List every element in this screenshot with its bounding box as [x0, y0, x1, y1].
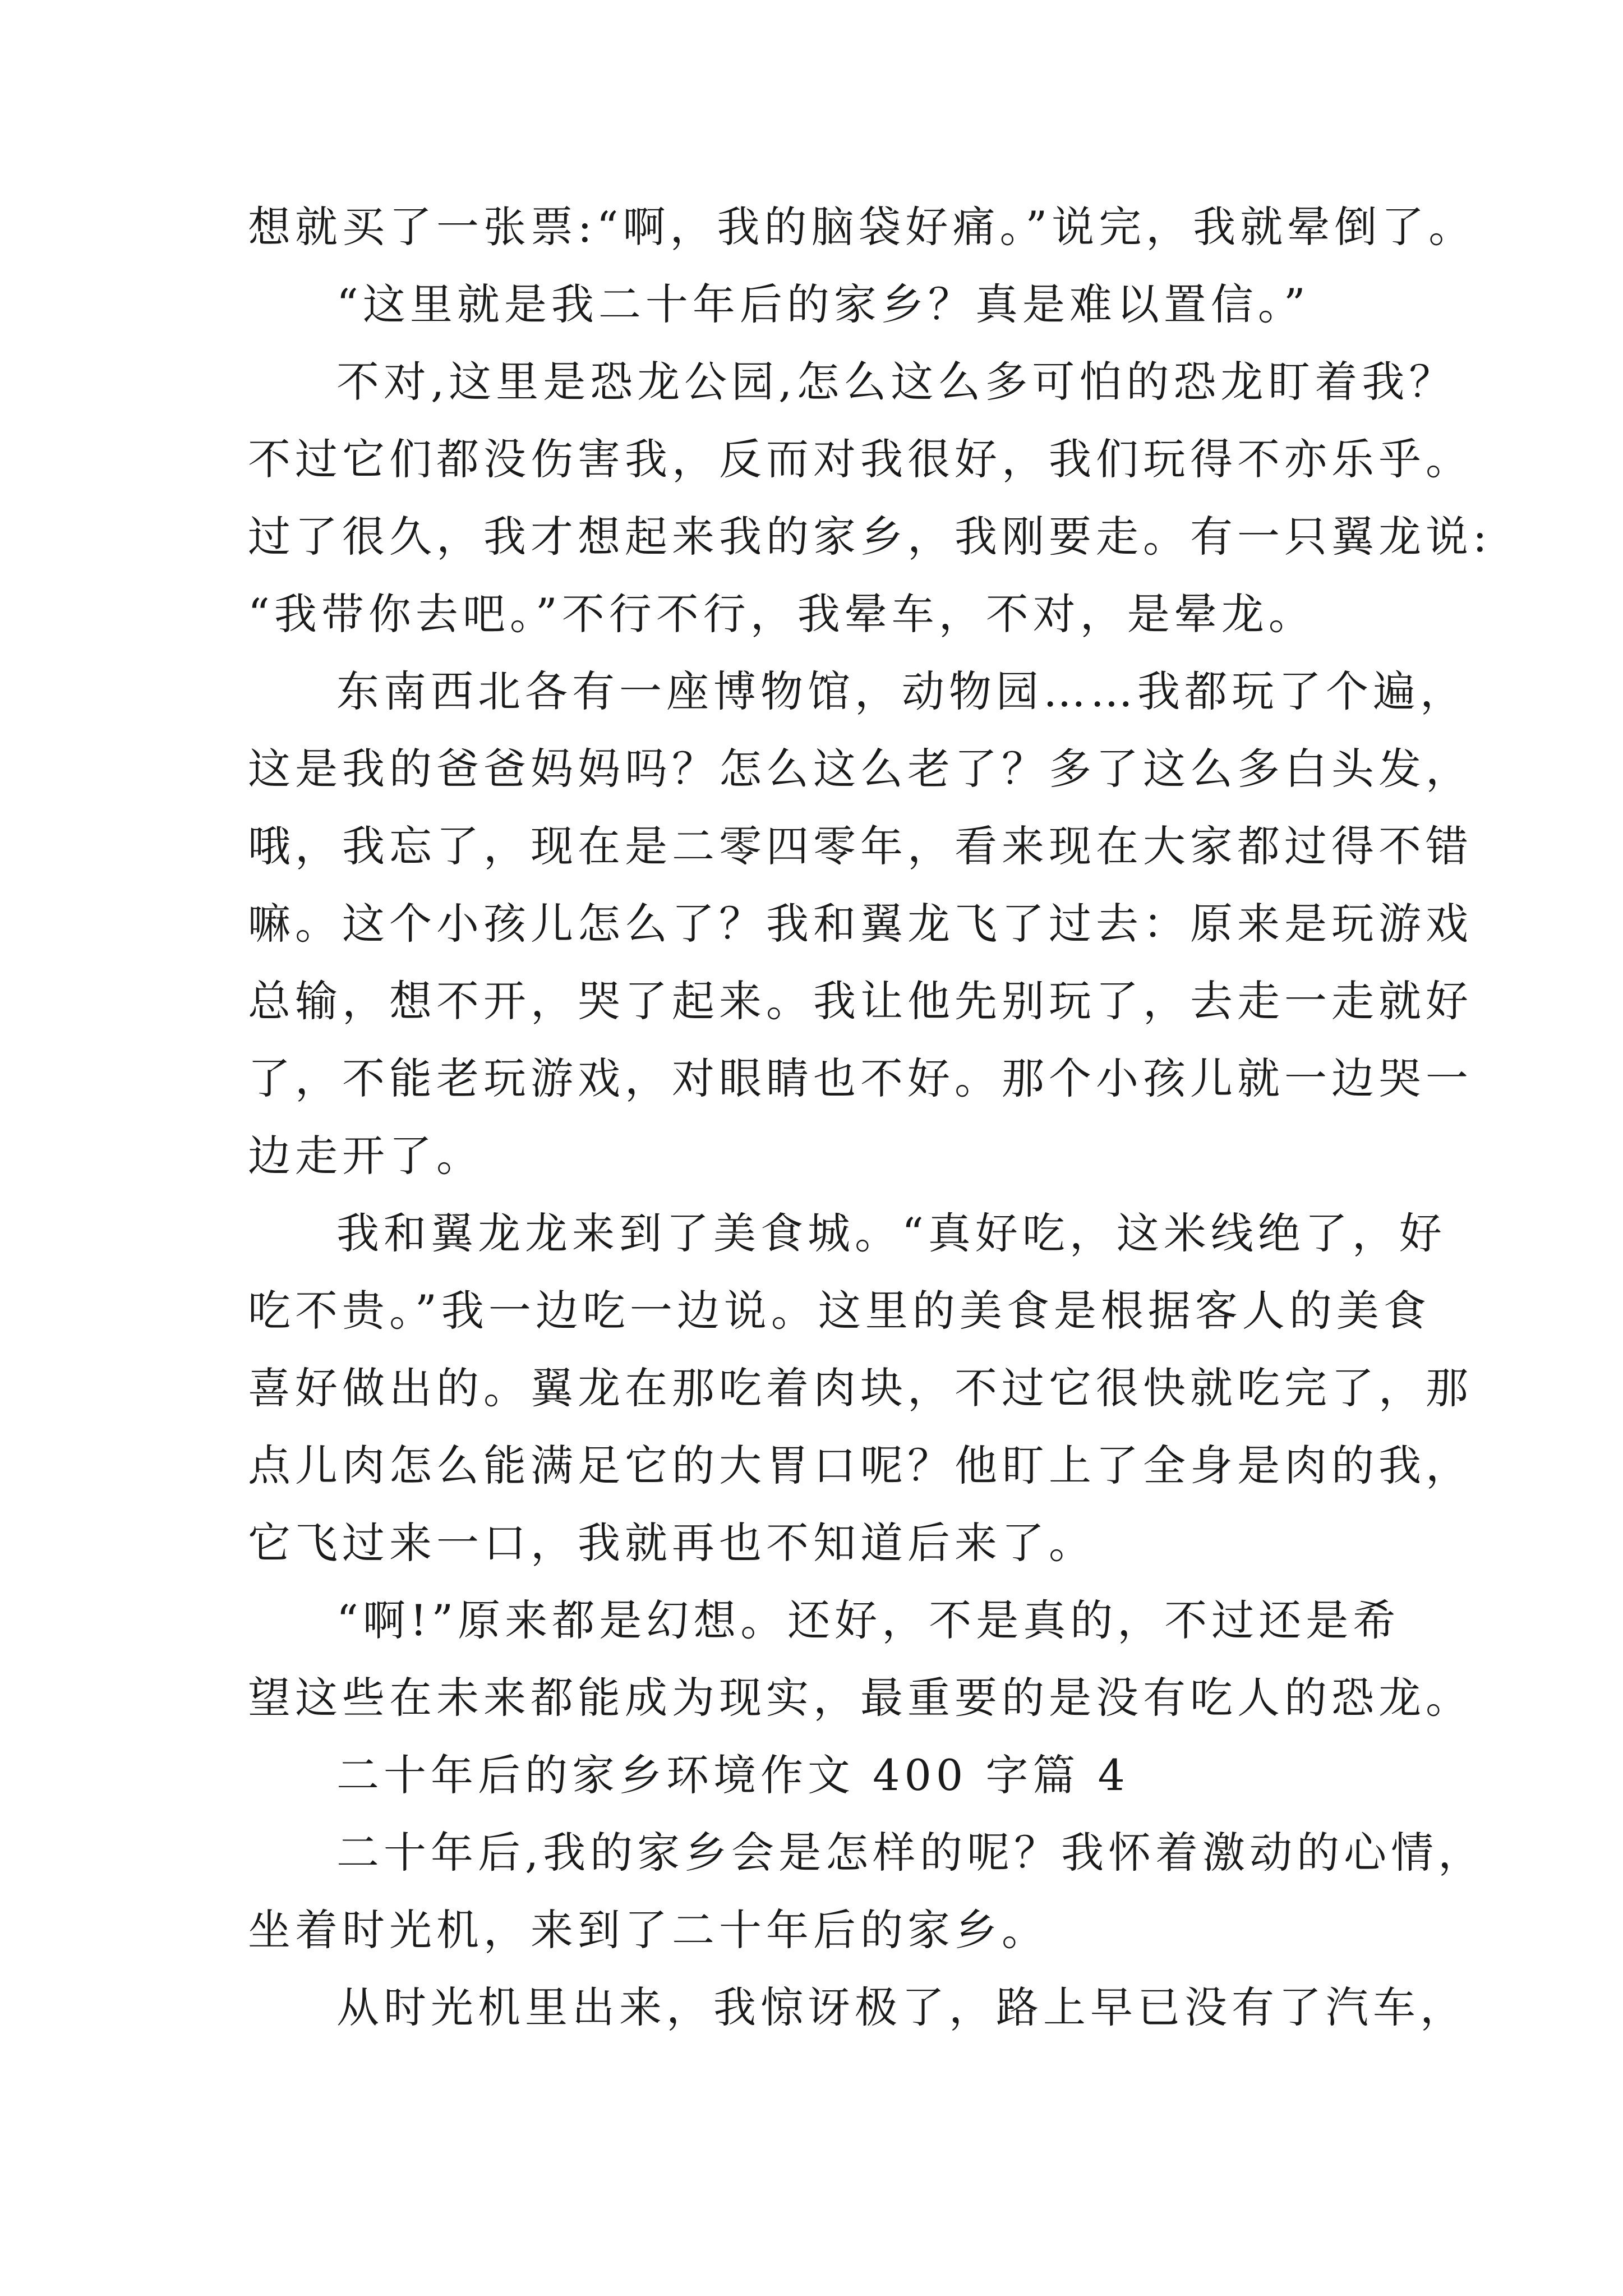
text-line: “我带你去吧。”不行不行，我晕车，不对，是晕龙。: [248, 589, 1316, 639]
text-line: 东南西北各有一座博物馆，动物园……我都玩了个遍，: [336, 666, 1467, 716]
text-line: 从时光机里出来，我惊讶极了，路上早已没有了汽车，: [336, 1982, 1467, 2032]
text-line: 了，不能老玩游戏，对眼睛也不好。那个小孩儿就一边哭一: [248, 1053, 1473, 1103]
text-line: 不过它们都没伤害我，反而对我很好，我们玩得不亦乐乎。: [248, 434, 1473, 484]
text-line: 二十年后,我的家乡会是怎样的呢？我怀着激动的心情，: [336, 1828, 1486, 1878]
text-line: 想就买了一张票:“啊，我的脑袋好痛。”说完，我就晕倒了。: [248, 202, 1476, 252]
text-line: 不对,这里是恐龙公园,怎么这么多可怕的恐龙盯着我？: [336, 357, 1456, 407]
text-line: 我和翼龙龙来到了美食城。“真好吃，这米线绝了，好: [336, 1208, 1446, 1258]
text-line: 喜好做出的。翼龙在那吃着肉块，不过它很快就吃完了，那: [248, 1363, 1473, 1413]
text-line: 总输，想不开，哭了起来。我让他先别玩了，去走一走就好: [248, 976, 1473, 1026]
text-line: “啊!”原来都是幻想。还好，不是真的，不过还是希: [336, 1595, 1400, 1645]
text-line: 它飞过来一口，我就再也不知道后来了。: [248, 1518, 1096, 1568]
text-line: 坐着时光机，来到了二十年后的家乡。: [248, 1905, 1049, 1955]
text-line: 点儿肉怎么能满足它的大胃口呢？他盯上了全身是肉的我，: [248, 1441, 1473, 1490]
text-line: 哦，我忘了，现在是二零四零年，看来现在大家都过得不错: [248, 821, 1473, 871]
text-line: “这里就是我二十年后的家乡？真是难以置信。”: [336, 279, 1310, 329]
text-line: 嘛。这个小孩儿怎么了？我和翼龙飞了过去：原来是玩游戏: [248, 899, 1473, 949]
section-heading: 二十年后的家乡环境作文 400 字篇 4: [336, 1750, 1129, 1800]
text-line: 过了很久，我才想起来我的家乡，我刚要走。有一只翼龙说:: [248, 512, 1492, 562]
text-line: 望这些在未来都能成为现实，最重要的是没有吃人的恐龙。: [248, 1673, 1473, 1723]
text-line: 吃不贵。”我一边吃一边说。这里的美食是根据客人的美食: [248, 1286, 1431, 1336]
text-line: 边走开了。: [248, 1131, 483, 1181]
text-line: 这是我的爸爸妈妈吗？怎么这么老了？多了这么多白头发，: [248, 744, 1473, 794]
